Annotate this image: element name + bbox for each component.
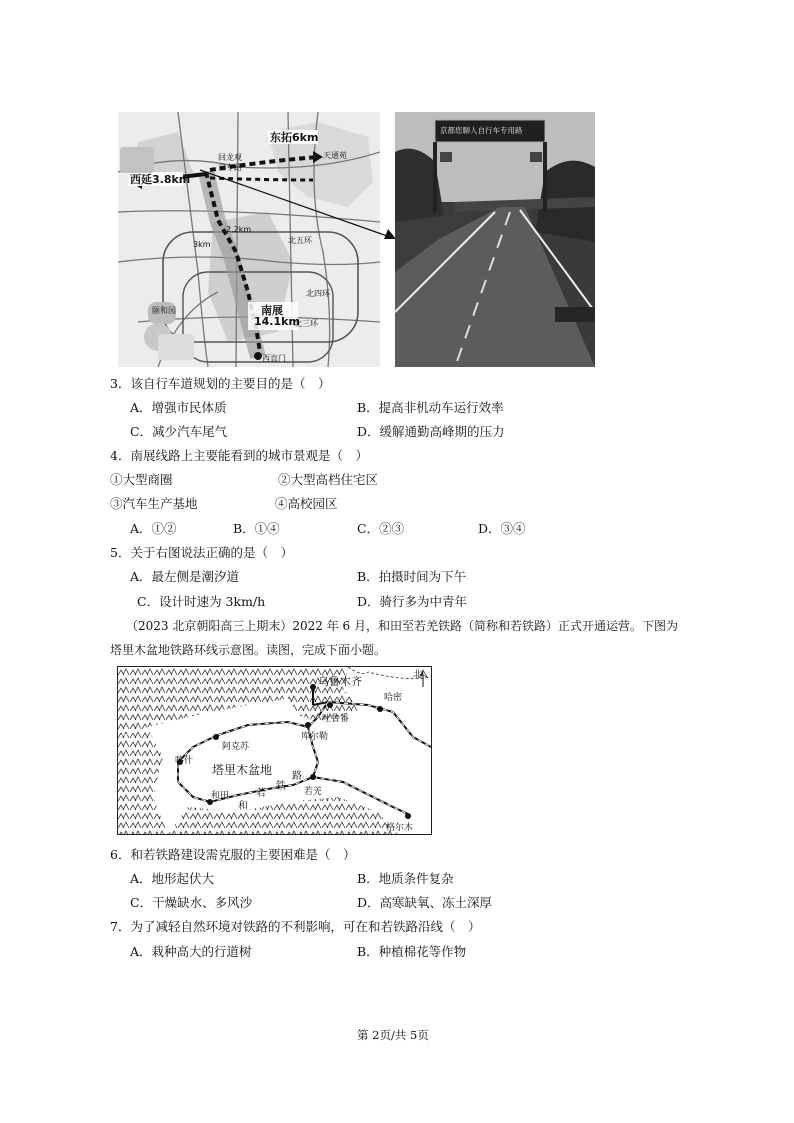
map-to-photo-arrow	[200, 165, 400, 265]
intro-line-2: 塔里木盆地铁路环线示意图。读图，完成下面小题。	[110, 643, 387, 657]
label-south-ext: 南展	[261, 304, 283, 317]
city-hotan: 和田	[211, 791, 230, 801]
q5-option-a[interactable]: A．最左侧是潮汐道	[130, 569, 240, 584]
railway-char-4: 路	[292, 771, 302, 782]
label-tiantongyuan: 天通苑	[323, 151, 347, 160]
label-north3: 北三环	[294, 319, 318, 328]
label-north5: 北五环	[288, 236, 312, 245]
q4-option-a[interactable]: A．①②	[130, 521, 177, 536]
north-label: 北	[413, 670, 423, 680]
tarim-railway-map	[117, 666, 432, 835]
q4-item-2: ②大型高档住宅区	[278, 472, 379, 487]
q4-option-d[interactable]: D．③④	[478, 521, 526, 536]
q4-option-c[interactable]: C．②③	[357, 521, 405, 536]
label-yiheyuan: 颐和园	[152, 306, 176, 315]
q4-option-b[interactable]: B．①④	[233, 521, 280, 536]
q7-option-a[interactable]: A．栽种高大的行道树	[130, 944, 252, 959]
city-korla: 库尔勒	[301, 732, 329, 742]
basin-label: 塔里木盆地	[212, 763, 273, 777]
label-3km: 3km	[193, 240, 211, 249]
q6-option-d[interactable]: D．高寒缺氧、冻土深厚	[357, 895, 493, 910]
q7-option-b[interactable]: B．种植棉花等作物	[357, 944, 467, 959]
q3-option-a[interactable]: A．增强市民体质	[130, 400, 227, 415]
q5-option-b[interactable]: B．拍摄时间为下午	[357, 569, 467, 584]
city-kashgar: 喀什	[175, 756, 194, 766]
city-aksu: 阿克苏	[222, 742, 250, 752]
intro-line-1: （2023 北京朝阳高三上期末）2022 年 6 月，和田至若羌铁路（简称和若铁路）正式开通运营。下图为	[126, 619, 678, 633]
q4-stem: 4．南展线路上主要能看到的城市景观是（ ）	[110, 448, 368, 463]
q3-stem: 3．该自行车道规划的主要目的是（ ）	[110, 376, 331, 391]
city-turpan: 吐鲁番	[322, 714, 350, 724]
city-urumqi: 乌鲁木齐	[318, 675, 362, 688]
q5-option-c[interactable]: C．设计时速为 3km/h	[137, 594, 266, 609]
q4-item-3: ③汽车生产基地	[110, 496, 198, 511]
q6-stem: 6．和若铁路建设需克服的主要困难是（ ）	[110, 847, 356, 862]
q6-option-c[interactable]: C．干燥缺水、多风沙	[130, 895, 253, 910]
label-north4: 北四环	[306, 289, 330, 298]
city-ruoqiang: 若羌	[304, 787, 323, 797]
label-east-ext: 东拓6km	[270, 131, 319, 144]
railway-char-3: 铁	[276, 781, 286, 792]
label-bike-road: 自专路	[218, 163, 242, 172]
page-number: 第 2页/共 5页	[357, 1028, 429, 1042]
q4-item-4: ④高校园区	[275, 496, 338, 511]
railway-char-2: 若	[256, 788, 266, 799]
q6-option-a[interactable]: A．地形起伏大	[130, 871, 215, 886]
city-hami: 哈密	[384, 693, 403, 703]
q6-option-b[interactable]: B．地质条件复杂	[357, 871, 454, 886]
q3-option-d[interactable]: D．缓解通勤高峰期的压力	[357, 424, 505, 439]
photo-sign-text: 京都您聊人自行车专用路	[440, 126, 523, 135]
label-south-km: 14.1km	[254, 315, 300, 328]
q4-item-1: ①大型商圈	[110, 472, 173, 487]
label-west-ext: 西延3.8km	[130, 173, 191, 186]
bike-lane-photo-graphic	[395, 112, 595, 367]
railway-char-1: 和	[238, 801, 248, 812]
q3-option-b[interactable]: B．提高非机动车运行效率	[357, 400, 504, 415]
q7-stem: 7．为了减轻自然环境对铁路的不利影响，可在和若铁路沿线（ ）	[110, 919, 481, 934]
q3-option-c[interactable]: C．减少汽车尾气	[130, 424, 228, 439]
q5-stem: 5．关于右图说法正确的是（ ）	[110, 545, 293, 560]
label-2-2km: 2.2km	[226, 225, 252, 234]
q5-option-d[interactable]: D．骑行多为中青年	[357, 594, 468, 609]
label-xizhimen: 西直门	[262, 354, 286, 363]
city-golmud: 格尔木	[386, 823, 414, 833]
bike-lane-photo	[395, 112, 595, 367]
label-huilongguan: 回龙观	[218, 153, 242, 162]
